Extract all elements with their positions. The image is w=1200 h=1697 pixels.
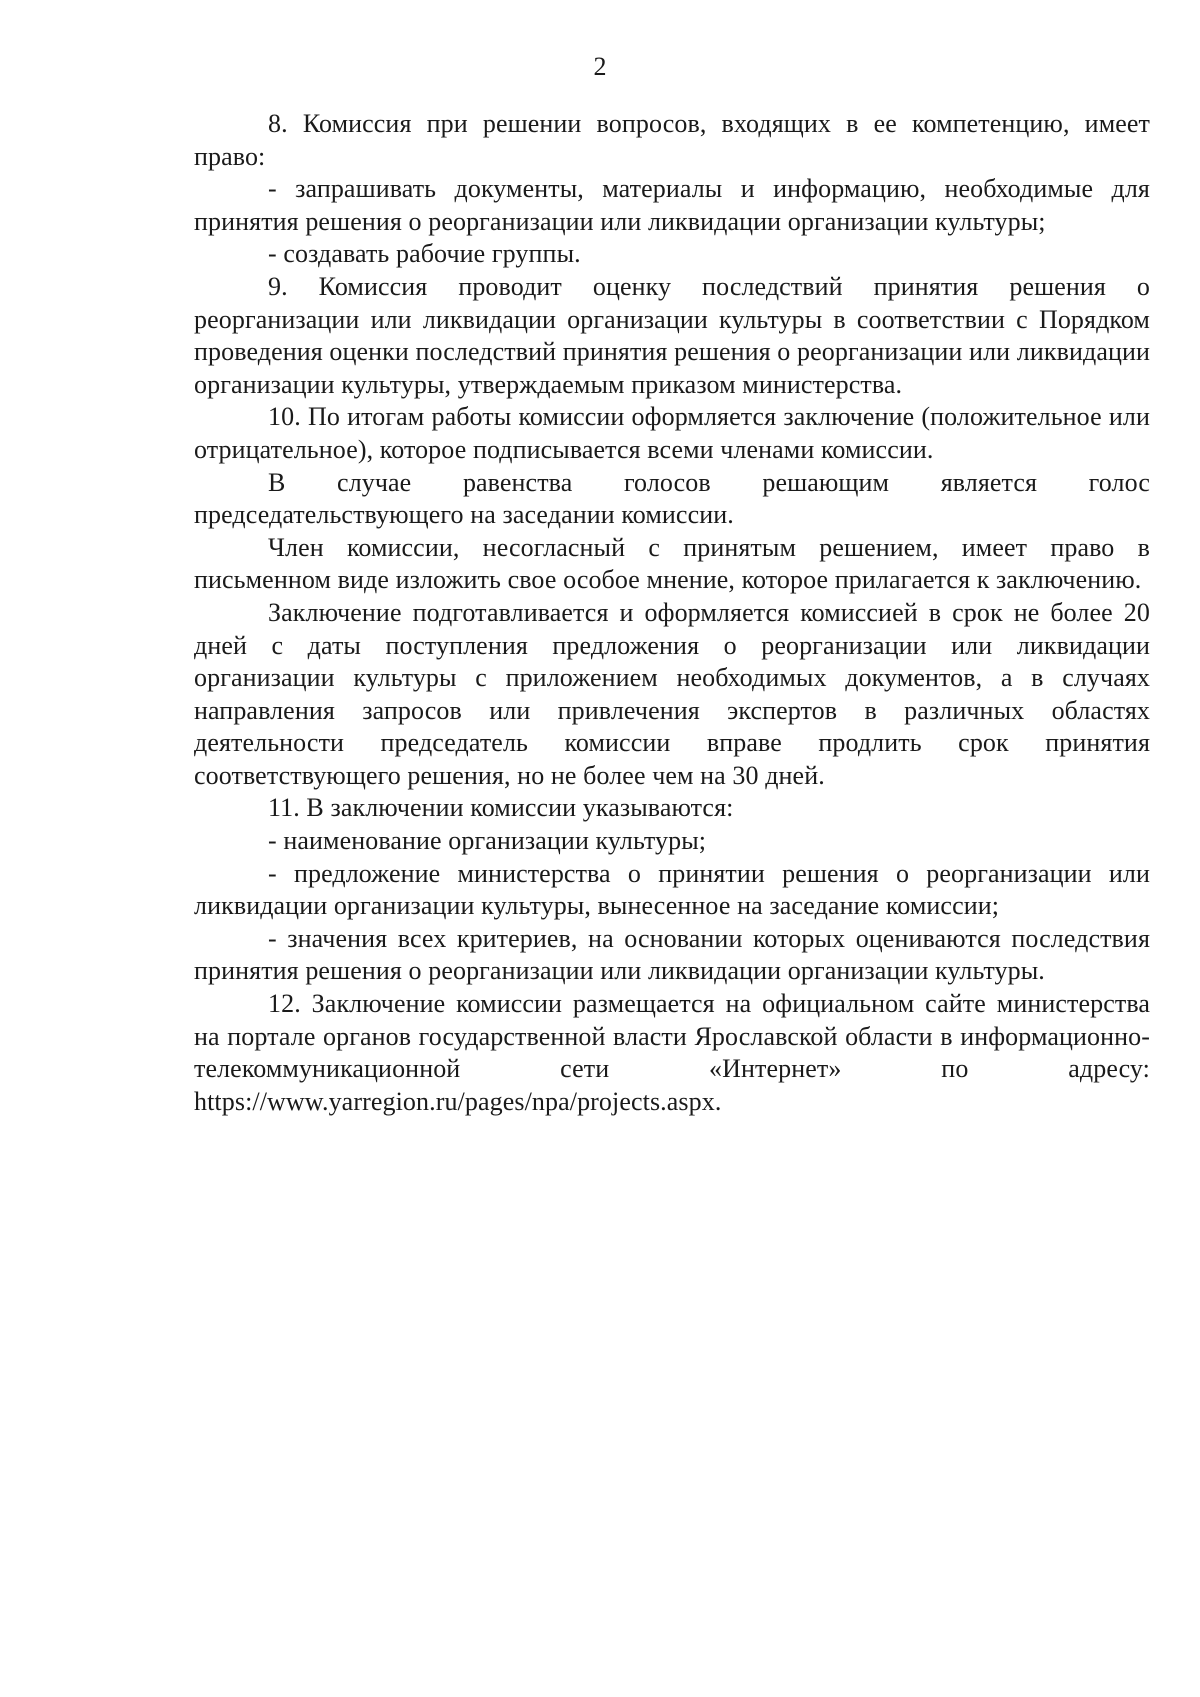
list-item-ministry-proposal: - предложение министерства о принятии решения о реорганизации или ликвидации организации культуры, вынесенное на заседание комиссии; [194,858,1150,921]
paragraph-12: 12. Заключение комиссии размещается на официальном сайте министерства на портале органов государственной власти Ярославской области в информационно-телекоммуникационной сети «Интернет» по адресу: https://www.yarregion.ru/pages/npa/projects.aspx. [194,989,1150,1116]
page-number: 2 [593,52,607,81]
list-item-request-documents: - запрашивать документы, материалы и информацию, необходимые для принятия решения о реорганизации или ликвидации организации культуры; [194,174,1150,236]
list-item-create-working-groups: - создавать рабочие группы. [268,239,581,269]
paragraph-8: 8. Комиссия при решении вопросов, входящих в ее компетенцию, имеет право: [194,109,1150,171]
paragraph-11: 11. В заключении комиссии указываются: [268,793,734,823]
document-body [194,108,1150,1118]
paragraph-conclusion-deadline: Заключение подготавливается и оформляется комиссией в срок не более 20 дней с даты поступления предложения о реорганизации или ликвидации организации культуры с приложением необходимых документов, а в случаях направления запросов или привлечения экспертов в различных областях деятельности председатель комиссии вправе продлить срок принятия соответствующего решения, но не более чем на 30 дней. [194,597,1150,790]
list-item-organization-name: - наименование организации культуры; [268,826,707,856]
paragraph-dissenting-opinion: Член комиссии, несогласный с принятым решением, имеет право в письменном виде изложить свое особое мнение, которое прилагается к заключению. [194,532,1150,595]
paragraph-tie-vote: В случае равенства голосов решающим является голос председательствующего на заседании комиссии. [194,467,1150,530]
paragraph-9: 9. Комиссия проводит оценку последствий принятия решения о реорганизации или ликвидации организации культуры в соответствии с Порядком проведения оценки последствий принятия решения о реорганизации или ликвидации организации культуры, утверждаемым приказом министерства. [194,271,1150,399]
list-item-criteria-values: - значения всех критериев, на основании которых оцениваются последствия принятия решения о реорганизации или ликвидации организации культуры. [194,923,1150,986]
paragraph-10: 10. По итогам работы комиссии оформляется заключение (положительное или отрицательное), которое подписывается всеми членами комиссии. [194,402,1150,464]
